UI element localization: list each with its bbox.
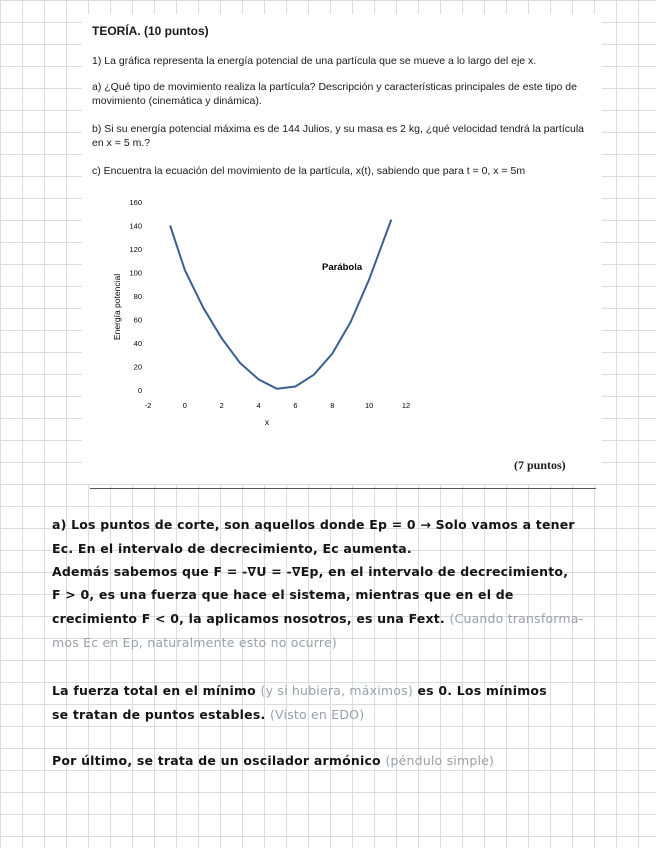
answer-line-9 (52, 753, 494, 768)
x-tick-label: -2 (144, 401, 152, 410)
answer-text: se tratan de puntos estables. (52, 707, 266, 722)
answer-text: crecimiento F < 0, la aplicamos nosotros, es una Fext. (52, 611, 445, 626)
x-tick-label: 2 (219, 401, 224, 410)
y-tick-label: 140 (129, 221, 142, 231)
x-tick-label: 0 (182, 401, 187, 410)
question-b: b) Si su energía potencial máxima es de 144 Julios, y su masa es 2 kg, ¿qué velocidad tendrá la partícula en x = 5 m.? (92, 123, 585, 149)
answer-line-3: Además sabemos que F = -∇U = -∇Ep, en el intervalo de decrecimiento, (52, 564, 569, 579)
answer-note: (Cuando transforma- (449, 611, 584, 626)
y-tick-label: 80 (133, 292, 142, 301)
answer-line-6: mos Ec en Ep, naturalmente esto no ocurre) (52, 635, 337, 650)
question-1: 1) La gráfica representa la energía potencial de una partícula que se mueve a lo largo del eje x. (92, 55, 537, 67)
question-c: c) Encuentra la ecuación del movimiento de la partícula, x(t), sabiendo que para t = 0, x = 5m (92, 165, 526, 177)
exam-sheet (82, 14, 602, 484)
answer-line-2: Ec. En el intervalo de decrecimiento, Ec aumenta. (52, 541, 412, 556)
series-line-parabola (170, 220, 391, 389)
y-tick-label: 120 (129, 245, 142, 254)
y-tick-label: 100 (129, 268, 142, 278)
divider-line (90, 488, 596, 489)
x-tick-label: 6 (293, 401, 298, 410)
answer-line-8 (52, 707, 364, 722)
answer-formula: Ep = 0 → Solo vamos a tener (369, 517, 575, 532)
y-axis-label: Energía potencial (112, 273, 122, 341)
answer-line-7 (52, 683, 547, 698)
answer-text: es 0. Los mínimos (417, 683, 547, 698)
potential-energy-chart (106, 190, 428, 450)
answer-text: Por último, se trata de un oscilador armónico (52, 753, 381, 768)
chart-annotation: Parábola (322, 262, 363, 273)
x-tick-label: 10 (364, 401, 374, 410)
points-label: (7 puntos) (514, 458, 566, 472)
answer-note: (Visto en EDO) (269, 707, 365, 722)
answer-line-4: F > 0, es una fuerza que hace el sistema, mientras que en el de (52, 587, 514, 602)
answer-text: a) Los puntos de corte, son aquellos donde (52, 517, 365, 532)
y-tick-label: 0 (137, 386, 142, 395)
x-tick-label: 4 (256, 401, 261, 410)
answer-line-1 (52, 517, 575, 532)
y-tick-label: 40 (133, 339, 142, 348)
y-tick-label: 20 (133, 362, 142, 372)
x-axis-label: x (264, 417, 270, 427)
answer-line-5 (52, 611, 583, 626)
question-a: a) ¿Qué tipo de movimiento realiza la partícula? Descripción y características principales de este tipo de movimiento (cinemática y dinámica). (92, 81, 577, 107)
exercise-title: TEORÍA. (10 puntos) (92, 24, 209, 38)
x-tick-label: 8 (330, 401, 335, 410)
answer-text: La fuerza total en el mínimo (52, 683, 256, 698)
x-tick-label: 12 (401, 401, 411, 410)
y-tick-label: 160 (129, 198, 142, 207)
y-tick-label: 60 (133, 315, 142, 325)
answer-note: (péndulo simple) (385, 753, 495, 768)
answer-note: (y si hubiera, máximos) (260, 683, 413, 698)
